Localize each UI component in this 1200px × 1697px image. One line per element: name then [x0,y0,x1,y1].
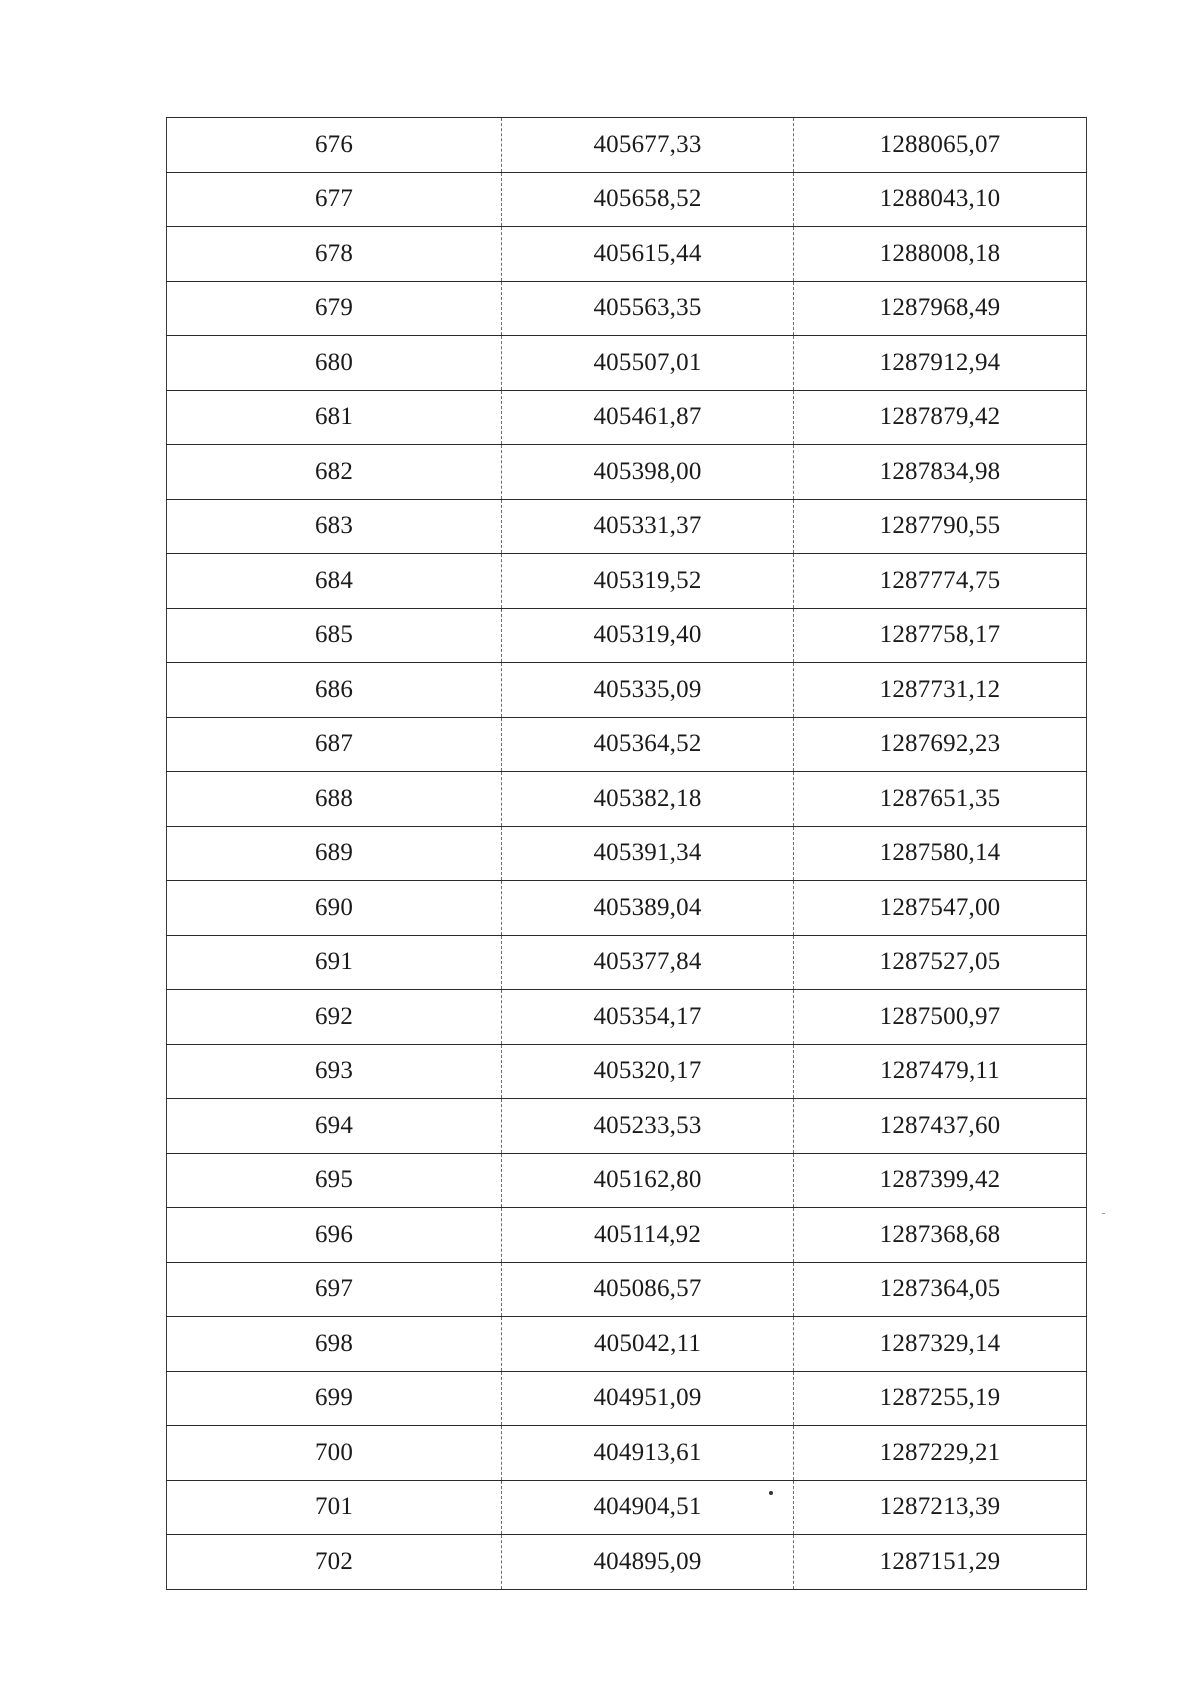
table-row [167,227,1087,282]
y-coordinate-cell: 1287790,55 [794,499,1087,554]
coordinates-table [166,117,1087,1590]
table-row [167,1153,1087,1208]
y-coordinate-cell: 1287364,05 [794,1262,1087,1317]
point-number-cell: 689 [167,826,502,881]
table-row [167,990,1087,1045]
x-coordinate-cell: 405335,09 [502,663,794,718]
y-coordinate-cell: 1287229,21 [794,1426,1087,1481]
y-coordinate-cell: 1287368,68 [794,1208,1087,1263]
x-coordinate-cell: 404951,09 [502,1371,794,1426]
x-coordinate-cell: 405615,44 [502,227,794,282]
point-number-cell: 700 [167,1426,502,1481]
y-coordinate-cell: 1287651,35 [794,772,1087,827]
x-coordinate-cell: 405331,37 [502,499,794,554]
table-row [167,608,1087,663]
y-coordinate-cell: 1287580,14 [794,826,1087,881]
point-number-cell: 688 [167,772,502,827]
x-coordinate-cell: 405461,87 [502,390,794,445]
point-number-cell: 681 [167,390,502,445]
point-number-cell: 676 [167,118,502,173]
y-coordinate-cell: 1287437,60 [794,1099,1087,1154]
x-coordinate-cell: 404904,51 [502,1480,794,1535]
y-coordinate-cell: 1287255,19 [794,1371,1087,1426]
x-coordinate-cell: 404913,61 [502,1426,794,1481]
x-coordinate-cell: 405398,00 [502,445,794,500]
table-row [167,1317,1087,1372]
y-coordinate-cell: 1287479,11 [794,1044,1087,1099]
x-coordinate-cell: 405391,34 [502,826,794,881]
table-row [167,445,1087,500]
y-coordinate-cell: 1287329,14 [794,1317,1087,1372]
table-row [167,390,1087,445]
x-coordinate-cell: 405320,17 [502,1044,794,1099]
point-number-cell: 680 [167,336,502,391]
x-coordinate-cell: 405658,52 [502,172,794,227]
y-coordinate-cell: 1287912,94 [794,336,1087,391]
scan-mark [1102,1213,1105,1214]
table-row [167,772,1087,827]
point-number-cell: 693 [167,1044,502,1099]
point-number-cell: 683 [167,499,502,554]
y-coordinate-cell: 1287527,05 [794,935,1087,990]
y-coordinate-cell: 1287774,75 [794,554,1087,609]
y-coordinate-cell: 1287547,00 [794,881,1087,936]
x-coordinate-cell: 405563,35 [502,281,794,336]
point-number-cell: 694 [167,1099,502,1154]
table-row [167,663,1087,718]
coordinates-table-body [167,118,1087,1590]
point-number-cell: 685 [167,608,502,663]
table-row [167,881,1087,936]
point-number-cell: 678 [167,227,502,282]
point-number-cell: 691 [167,935,502,990]
x-coordinate-cell: 405382,18 [502,772,794,827]
table-row [167,935,1087,990]
point-number-cell: 682 [167,445,502,500]
x-coordinate-cell: 405086,57 [502,1262,794,1317]
table-row [167,1099,1087,1154]
point-number-cell: 702 [167,1535,502,1590]
point-number-cell: 684 [167,554,502,609]
x-coordinate-cell: 405364,52 [502,717,794,772]
point-number-cell: 701 [167,1480,502,1535]
point-number-cell: 686 [167,663,502,718]
table-row [167,118,1087,173]
point-number-cell: 699 [167,1371,502,1426]
point-number-cell: 698 [167,1317,502,1372]
x-coordinate-cell: 405114,92 [502,1208,794,1263]
table-row [167,499,1087,554]
y-coordinate-cell: 1288043,10 [794,172,1087,227]
table-row [167,1208,1087,1263]
x-coordinate-cell: 405354,17 [502,990,794,1045]
table-row [167,1426,1087,1481]
table-row [167,1044,1087,1099]
x-coordinate-cell: 405389,04 [502,881,794,936]
x-coordinate-cell: 405377,84 [502,935,794,990]
table-row [167,1262,1087,1317]
point-number-cell: 695 [167,1153,502,1208]
point-number-cell: 697 [167,1262,502,1317]
table-row [167,336,1087,391]
point-number-cell: 677 [167,172,502,227]
y-coordinate-cell: 1287834,98 [794,445,1087,500]
point-number-cell: 696 [167,1208,502,1263]
point-number-cell: 690 [167,881,502,936]
y-coordinate-cell: 1288008,18 [794,227,1087,282]
x-coordinate-cell: 405042,11 [502,1317,794,1372]
y-coordinate-cell: 1287758,17 [794,608,1087,663]
point-number-cell: 692 [167,990,502,1045]
table-row [167,281,1087,336]
scan-speck [769,1491,773,1495]
table-row [167,554,1087,609]
x-coordinate-cell: 405162,80 [502,1153,794,1208]
point-number-cell: 687 [167,717,502,772]
x-coordinate-cell: 405677,33 [502,118,794,173]
y-coordinate-cell: 1287151,29 [794,1535,1087,1590]
y-coordinate-cell: 1287731,12 [794,663,1087,718]
y-coordinate-cell: 1287968,49 [794,281,1087,336]
table-row [167,1480,1087,1535]
table-row [167,172,1087,227]
x-coordinate-cell: 405233,53 [502,1099,794,1154]
x-coordinate-cell: 404895,09 [502,1535,794,1590]
y-coordinate-cell: 1287500,97 [794,990,1087,1045]
y-coordinate-cell: 1287879,42 [794,390,1087,445]
x-coordinate-cell: 405507,01 [502,336,794,391]
x-coordinate-cell: 405319,40 [502,608,794,663]
y-coordinate-cell: 1287213,39 [794,1480,1087,1535]
y-coordinate-cell: 1287692,23 [794,717,1087,772]
table-row [167,717,1087,772]
point-number-cell: 679 [167,281,502,336]
y-coordinate-cell: 1287399,42 [794,1153,1087,1208]
x-coordinate-cell: 405319,52 [502,554,794,609]
table-row [167,1371,1087,1426]
table-row [167,1535,1087,1590]
table-row [167,826,1087,881]
y-coordinate-cell: 1288065,07 [794,118,1087,173]
